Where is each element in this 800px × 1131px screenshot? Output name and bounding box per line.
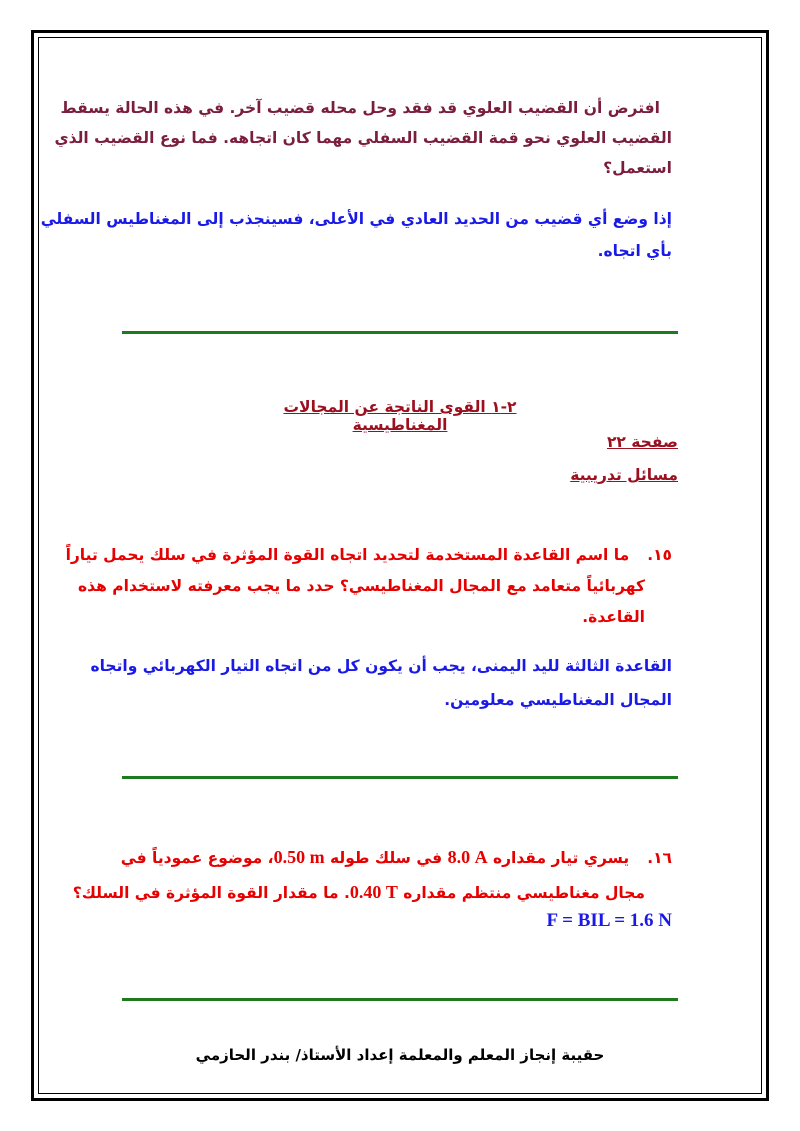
answer-paragraph (40, 205, 672, 265)
answer-16-formula: F = BIL = 1.6 N (546, 910, 672, 931)
question-line-3: استعمل؟ (603, 159, 672, 177)
question-15-text-1: ما اسم القاعدة المستخدمة لتحديد اتجاه القوة المؤثرة في سلك يحمل تياراً (65, 546, 630, 564)
question-16-text-b: في سلك طوله (329, 849, 443, 867)
answer-15-line-1: القاعدة الثالثة لليد اليمنى، يجب أن يكون كل من اتجاه التيار الكهربائي واتجاه (90, 657, 672, 675)
footer-credit: حقيبة إنجاز المعلم والمعلمة إعداد الأستاذ/ بندر الحازمي (195, 1046, 605, 1064)
question-16-line-2 (72, 877, 672, 908)
answer-15-line-2: المجال المغناطيسي معلومين. (444, 691, 672, 709)
divider-rule-3 (122, 998, 678, 1001)
question-15 (65, 541, 672, 631)
answer-line-2: بأي اتجاه. (597, 242, 672, 260)
divider-rule-1 (122, 331, 678, 334)
question-15-line-2: كهربائياً متعامد مع المجال المغناطيسي؟ حدد ما يجب معرفته لاستخدام هذه (78, 577, 645, 595)
question-16-text-d: مجال مغناطيسي منتظم مقداره (403, 884, 645, 902)
answer-16 (112, 910, 672, 932)
section-subtitle: مسائل تدريبية (570, 466, 678, 484)
answer-15 (90, 652, 672, 714)
question-line-2: القضيب العلوي نحو قمة القضيب السفلي مهما كان اتجاهه. فما نوع القضيب الذي (54, 129, 672, 147)
question-16-line-1 (92, 842, 672, 873)
question-15-number: ١٥. (647, 546, 672, 564)
current-value: 8.0 A (447, 847, 488, 867)
question-16-text-c: ، موضوع عمودياً في (120, 849, 274, 867)
question-16 (72, 842, 672, 908)
question-paragraph (54, 94, 672, 182)
page-reference: صفحة ٢٢ (606, 433, 678, 451)
divider-rule-2 (122, 776, 678, 779)
answer-line-1: إذا وضع أي قضيب من الحديد العادي في الأعلى، فسينجذب إلى المغناطيس السفلي (40, 210, 672, 228)
question-15-line-1 (65, 541, 672, 569)
question-16-number: ١٦. (647, 849, 672, 867)
question-15-line-3: القاعدة. (582, 608, 645, 626)
section-title: ٢-١ القوى الناتجة عن المجالات المغناطيسية (283, 398, 517, 434)
question-16-text-a: يسري تيار مقداره (492, 849, 630, 867)
question-16-text-e: . ما مقدار القوة المؤثرة في السلك؟ (72, 884, 350, 902)
length-value: 0.50 m (273, 847, 325, 867)
field-value: 0.40 T (349, 882, 398, 902)
question-line-1: افترض أن القضيب العلوي قد فقد وحل محله قضيب آخر. في هذه الحالة يسقط (60, 99, 660, 117)
